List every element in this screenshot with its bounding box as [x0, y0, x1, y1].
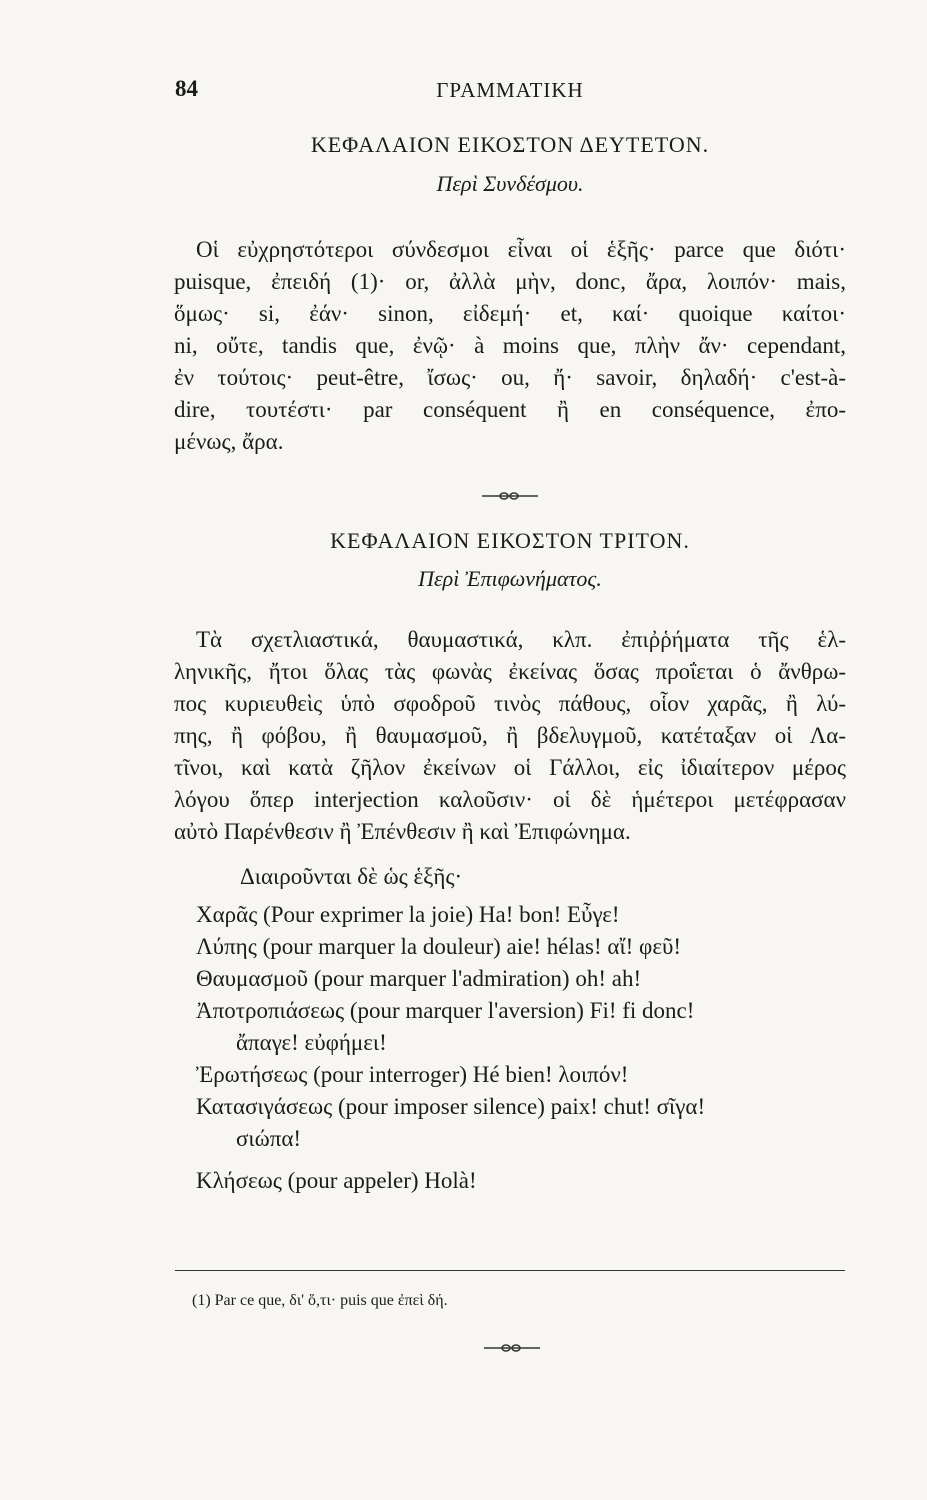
- paragraph-line: ἐν τούτοις· peut-être, ἴσως· ou, ἤ· savoir, δηλαδή· c'est-à-: [174, 365, 846, 390]
- chapter-23-paragraph: [174, 624, 846, 848]
- division-intro: [240, 861, 840, 893]
- paragraph-line: αὐτὸ Παρένθεσιν ἢ Ἐπένθεσιν ἢ καὶ Ἐπιφώνημα.: [174, 819, 631, 844]
- paragraph-line: πος κυριευθεὶς ὑπὸ σφοδροῦ τινὸς πάθους, οἷον χαρᾶς, ἢ λύ-: [174, 691, 846, 716]
- interjection-item: Θαυμασμοῦ (pour marquer l'admiration) oh! ah!: [196, 966, 642, 991]
- interjection-item: Ἐρωτήσεως (pour interroger) Hé bien! λοιπόν!: [196, 1062, 629, 1087]
- paragraph-line: puisque, ἐπειδή (1)· or, ἀλλὰ μὴν, donc, ἄρα, λοιπόν· mais,: [174, 269, 846, 294]
- end-ornament: [482, 1343, 542, 1353]
- footnote: (1) Par ce que, δι' ὅ,τι· puis que ἐπεὶ δή.: [192, 1292, 448, 1309]
- chapter-23-title: ΚΕΦΑΛΑΙΟΝ ΕΙΚΟΣΤΟΝ ΤΡΙΤΟΝ.: [330, 528, 690, 553]
- chapter-22-paragraph: [174, 234, 846, 458]
- page-number: 84: [175, 76, 198, 101]
- paragraph-line: ni, οὔτε, tandis que, ἐνῷ· à moins que, πλὴν ἄν· cependant,: [174, 333, 846, 358]
- interjection-list: [196, 899, 856, 1197]
- paragraph-line: τῖνοι, καὶ κατὰ ζῆλον ἐκείνων οἱ Γάλλοι, εἰς ἰδιαίτερον μέρος: [174, 755, 846, 780]
- paragraph-line: λόγου ὅπερ interjection καλοῦσιν· οἱ δὲ ἡμέτεροι μετέφρασαν: [174, 787, 846, 812]
- paragraph-line: πης, ἢ φόβου, ἢ θαυμασμοῦ, ἢ βδελυγμοῦ, κατέταξαν οἱ Λα-: [174, 723, 846, 748]
- interjection-item-continuation: ἄπαγε! εὐφήμει!: [236, 1030, 387, 1055]
- paragraph-line: μένως, ἄρα.: [174, 429, 284, 454]
- chapter-22-subtitle: Περὶ Συνδέσμου.: [436, 171, 584, 196]
- footnote-rule: [175, 1270, 845, 1271]
- chapter-23-subtitle: Περὶ Ἐπιφωνήματος.: [418, 566, 602, 591]
- interjection-item: Χαρᾶς (Pour exprimer la joie) Ha! bon! Εὖγε!: [196, 902, 620, 927]
- paragraph-line: dire, τουτέστι· par conséquent ἢ en conséquence, ἐπο-: [174, 397, 846, 422]
- paragraph-line: Οἱ εὐχρηστότεροι σύνδεσμοι εἶναι οἱ ἑξῆς· parce que διότι·: [196, 237, 846, 262]
- paragraph-line: Τὰ σχετλιαστικά, θαυμαστικά, κλπ. ἐπιῤῥήματα τῆς ἑλ-: [196, 627, 846, 652]
- interjection-item: Κλήσεως (pour appeler) Holà!: [196, 1168, 477, 1193]
- interjection-item: Κατασιγάσεως (pour imposer silence) paix! chut! σῖγα!: [196, 1094, 706, 1119]
- interjection-item: Ἀποτροπιάσεως (pour marquer l'aversion) Fi! fi donc!: [196, 998, 695, 1023]
- paragraph-line: ληνικῆς, ἤτοι ὅλας τὰς φωνὰς ἐκείνας ὅσας προΐεται ὁ ἄνθρω-: [174, 659, 846, 684]
- chapter-22-title: ΚΕΦΑΛΑΙΟΝ ΕΙΚΟΣΤΟΝ ΔΕΥΤΕΤΟΝ.: [310, 132, 710, 157]
- paragraph-line: ὅμως· si, ἐάν· sinon, εἰδεμή· et, καί· quoique καίτοι·: [174, 301, 846, 326]
- section-ornament: [480, 491, 540, 501]
- division-intro-text: Διαιροῦνται δὲ ὡς ἑξῆς·: [240, 864, 463, 889]
- interjection-item-continuation: σιώπα!: [236, 1126, 302, 1151]
- interjection-item: Λύπης (pour marquer la douleur) aie! hélas! αἴ! φεῦ!: [196, 934, 682, 959]
- running-title: ΓΡΑΜΜΑΤΙΚΗ: [436, 78, 584, 102]
- page-header: [175, 76, 845, 106]
